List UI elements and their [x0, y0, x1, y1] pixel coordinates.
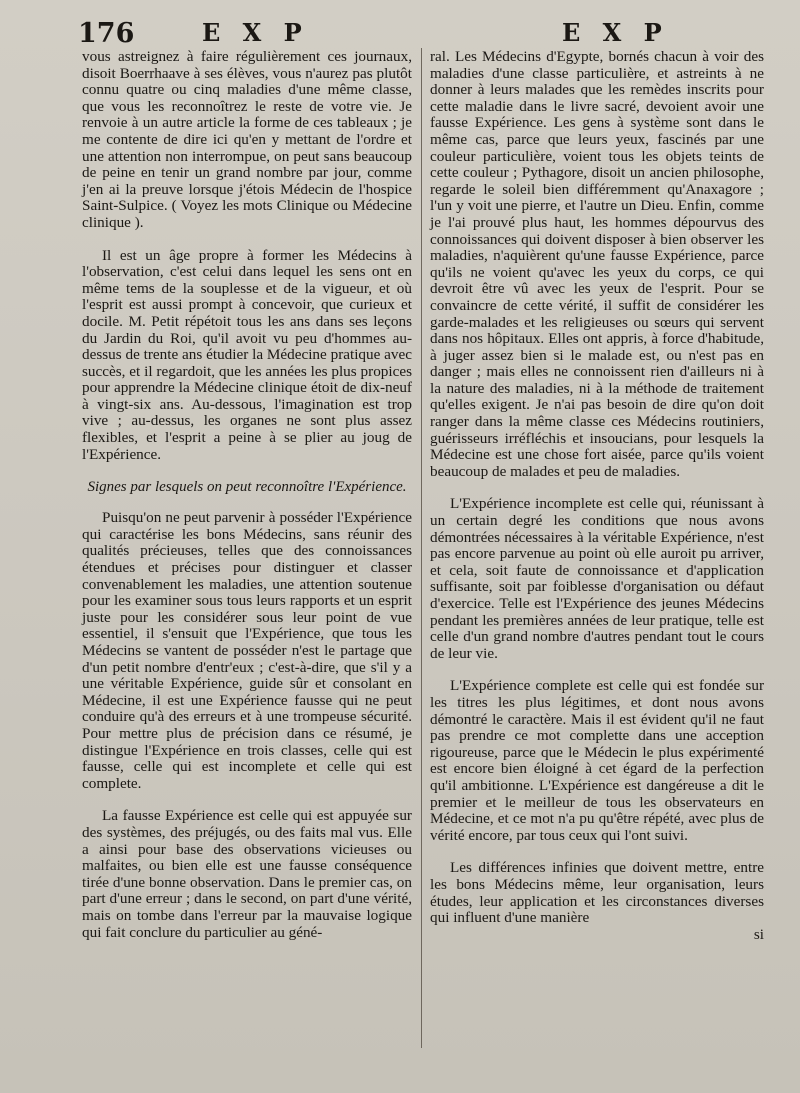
running-head-left: E X P [202, 18, 309, 47]
left-paragraph-3: Puisqu'on ne peut parvenir à posséder l'Expérience qui caractérise les bons Médecins, sans réunir des qualités précieuses, telles que des connoissances étendues et précises pour distinguer et classer convenablement les maladies, une attention soutenue pour les examiner sous tous leurs rapports et un esprit juste pour les considérer sous leur point de vue essentiel, il s'ensuit que l'Expérience, que tous les Médecins se vantent de posséder n'est le partage que d'un petit nombre d'entr'eux ; c'est-à-dire, que s'il y a une véritable Expérience, guide sûr et consolant en Médecine, il est une Expérience fausse qui ne peut conduire qu'à des erreurs et à une trompeuse sécurité. Pour mettre plus de précision dans ce résumé, je distingue l'Expérience en trois classes, celle qui est fausse, celle qui est incomplete et celle qui est complete. [82, 509, 412, 792]
right-paragraph-2: L'Expérience incomplete est celle qui, réunissant à un certain degré les conditions que nous avons démontrées nécessaires à la véritable Expérience, n'est pas encore parvenue au point où elle auroit pu arriver, et cela, soit faute de connoissance et d'application suffisante, soit par foiblesse d'organisation ou défaut d'exercice. Telle est l'Expérience des jeunes Médecins pendant les premières années de leur pratique, telle est celle d'un grand nombre d'autres pendant tout le cours de leur vie. [430, 495, 764, 662]
page-header [0, 14, 800, 48]
left-column [82, 49, 412, 941]
left-paragraph-1: vous astreignez à faire régulièrement ces journaux, disoit Boerrhaave à ses élèves, vous n'aurez pas plutôt connu quatre ou cinq maladies d'une même classe, que vous les reconnoîtrez le reste de votre vie. Je renvoie à un autre article la forme de ces tableaux ; je me contente de dire ici qu'en y mettant de l'ordre et une attention non interrompue, on peut sans beaucoup de peine en tenir un grand nombre par jour, comme j'en ai la preuve lorsque j'étois Médecin de l'hospice Saint-Sulpice. ( Voyez les mots Clinique ou Médecine clinique ). [82, 48, 412, 231]
right-paragraph-4: Les différences infinies que doivent mettre, entre les bons Médecins même, leur organisation, leurs études, leur application et les circonstances diverses qui influent d'une manière [430, 859, 764, 927]
left-paragraph-4: La fausse Expérience est celle qui est appuyée sur des systèmes, des préjugés, ou des faits mal vus. Elle a ainsi pour base des observations vicieuses ou malfaites, ou bien elle est une fausse conséquence tirée d'une bonne observation. Dans le premier cas, on part d'une erreur ; dans le second, on part d'une vérité, mais on tombe dans l'erreur par la mauvaise logique qui fait conclure du particulier au géné- [82, 807, 412, 941]
page-number: 176 [78, 18, 135, 49]
right-paragraph-3: L'Expérience complete est celle qui est fondée sur les titres les plus légitimes, et dont nous avons démontré le caractère. Mais il est évident qu'il ne faut pas prendre ce mot complette dans une acception rigoureuse, parce que le Médecin le plus expérimenté est encore bien éloigné à cet égard de la perfection qu'il ambitionne. L'Expérience est dangéreuse a dit le premier et le meilleur de tous les observateurs en Médecine, et ce mot n'a pu qu'être répété, avec plus de vérité encore, par tous ceux qui l'ont suivi. [430, 677, 764, 844]
column-divider [421, 48, 422, 1048]
right-paragraph-1: ral. Les Médecins d'Egypte, bornés chacun à voir des maladies d'une classe particulière, et astreints à ne donner à leurs malades que les remèdes inscrits pour cette maladie dans le livre sacré, devoient avoir une fausse Expérience. Les gens à système sont dans le même cas, parce que leurs yeux, fascinés par une couleur particulière, voient tous les objets teints de cette couleur ; Pythagore, disoit un ancien philosophe, regarde le soleil bien différemment qu'Anaxagore ; l'un y voit une pierre, et l'autre un Dieu. Enfin, comme je l'ai prouvé plus haut, les hommes dépourvus des connoissances qui doivent disposer à bien observer les maladies, n'aquièrent qu'une fausse Expérience, parce qu'ils ne voient qu'avec les yeux du corps, ce qui devroit être vû avec les yeux de l'esprit. Pour se convaincre de cette vérité, il suffit de considérer les garde-malades et les religieuses ou sœurs qui servent dans nos hôpitaux. Elles ont appris, à force d'habitude, à juger assez bien si le malade est, ou n'est pas en danger ; mais elles ne connoissent rien d'ailleurs ni à la nature des maladies, ni à la méthode de traitement qu'elles exigent. Je n'ai pas besoin de dire qu'on doit ranger dans la même classe ces Médecins routiniers, guérisseurs irréfléchis et insoucians, pour lesquels la Médecine est une chose fort aisée, parce qu'ils voient beaucoup de malades et peu de maladies. [430, 48, 764, 480]
right-column [430, 49, 764, 943]
catchword: si [753, 925, 764, 943]
left-paragraph-2: Il est un âge propre à former les Médecins à l'observation, c'est celui dans lequel les sens ont en même tems de la souplesse et de la vigueur, et où l'esprit est aussi prompt à concevoir, que curieux et docile. M. Petit répétoit tous les ans dans ses leçons du Jardin du Roi, qu'il avoit vu peu d'hommes au-dessus de trente ans étudier la Médecine pratique avec succès, et il regardoit, que les années les plus propices pour apprendre la Médecine clinique étoit de dix-neuf à vingt-six ans. Au-dessous, l'imagination est trop vive ; au-dessus, les organes ne sont plus assez flexibles, et l'esprit a peine à se plier au joug de l'Expérience. [82, 246, 412, 463]
running-head-right: E X P [562, 18, 669, 47]
section-heading: Signes par lesquels on peut reconnoître l'Expérience. [87, 479, 407, 496]
